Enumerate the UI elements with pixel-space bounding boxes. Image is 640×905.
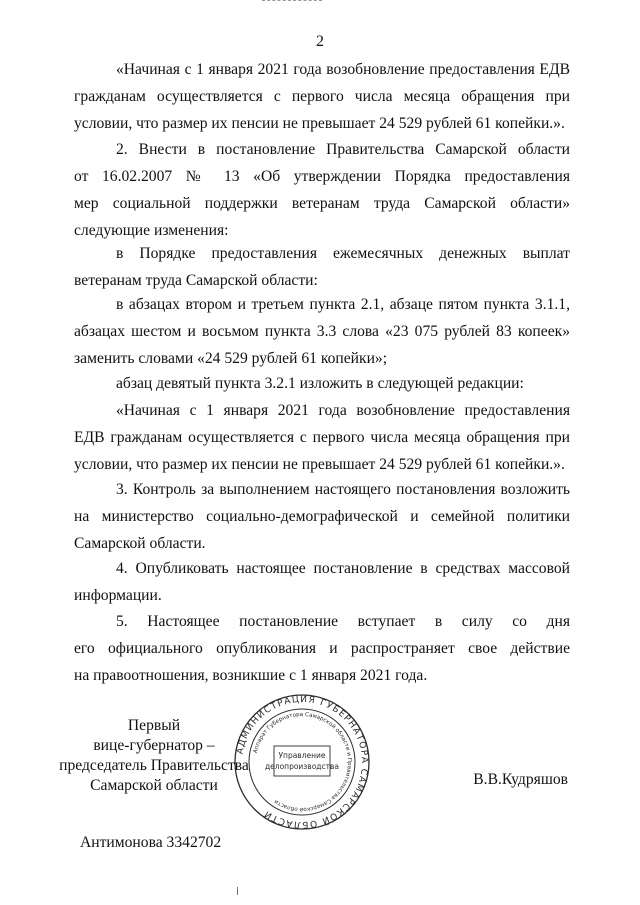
paragraph-7 [74,476,570,557]
paragraph-9 [74,608,570,689]
paragraph-line: 4. Опубликовать настоящее постановление в средствах массовой [116,560,570,577]
stamp-inner-text: Аппарат Губернатора Самарской области и Правительства Самарской области [252,711,353,813]
paragraph-4 [74,291,570,372]
scan-mark [237,887,238,895]
paragraph-line: мер социальной поддержки ветеранам труда Самарской области» [74,195,570,212]
paragraph-line: условии, что размер их пенсии не превышает 24 529 рублей 61 копейки.». [74,456,565,473]
paragraph-line: условии, что размер их пенсии не превышает 24 529 рублей 61 копейки.». [74,115,565,132]
official-stamp [232,692,372,832]
paragraph-line: абзац девятый пункта 3.2.1 изложить в следующей редакции: [116,375,524,392]
paragraph-line: его официального опубликования и распространяет свое действие [74,640,570,657]
paragraph-1 [74,56,570,137]
stamp-center-line2: делопроизводства [264,762,340,771]
paragraph-line: в Порядке предоставления ежемесячных денежных выплат [116,245,570,262]
paragraph-line: следующие изменения: [74,222,229,239]
paragraph-line: «Начиная с 1 января 2021 года возобновление предоставления [116,402,570,419]
paragraph-8 [74,555,570,609]
paragraph-line: от 16.02.2007 № 13 «Об утверждении Порядка предоставления [74,168,570,185]
paragraph-line: в абзацах втором и третьем пункта 2.1, абзаце пятом пункта 3.1.1, [116,296,570,313]
paragraph-6 [74,397,570,478]
paragraph-5 [74,370,570,397]
paragraph-2 [74,136,570,244]
stamp-outer-text: АДМИНИСТРАЦИЯ ГУБЕРНАТОРА САМАРСКОЙ ОБЛАСТИ [235,694,370,830]
paragraph-line: 3. Контроль за выполнением настоящего постановления возложить [116,481,570,498]
paragraph-line: 2. Внести в постановление Правительства Самарской области [116,141,570,158]
paragraph-line: 5. Настоящее постановление вступает в силу со дня [116,613,570,630]
signatory-name: В.В.Кудряшов [473,771,568,788]
signatory-title-line: вице-губернатор – [93,737,215,754]
paragraph-line: заменить словами «24 529 рублей 61 копейки»; [74,350,388,367]
paragraph-line: гражданам осуществляется с первого числа месяца обращения при [74,88,570,105]
stamp-center-line1: Управление [278,751,326,760]
paragraph-line: на министерство социально-демографической и семейной политики [74,508,570,525]
signatory-title-line: Первый [127,717,181,734]
paragraph-line: ветеранам труда Самарской области: [74,272,318,289]
signatory-title-line: Самарской области [90,777,218,794]
paragraph-line: ЕДВ гражданам осуществляется с первого числа месяца обращения при [74,429,570,446]
page-number: 2 [316,33,324,50]
paragraph-line: на правоотношения, возникшие с 1 января 2021 года. [74,667,428,684]
executor-info: Антимонова 3342702 [80,834,222,851]
paragraph-3 [74,240,570,294]
paragraph-line: «Начиная с 1 января 2021 года возобновление предоставления ЕДВ [116,61,570,78]
paragraph-line: абзацах шестом и восьмом пункта 3.3 слова «23 075 рублей 83 копеек» [74,323,570,340]
top-rule [262,0,322,1]
paragraph-line: информации. [74,587,162,604]
paragraph-line: Самарской области. [74,535,206,552]
signatory-title-line: председатель Правительства [59,757,249,774]
